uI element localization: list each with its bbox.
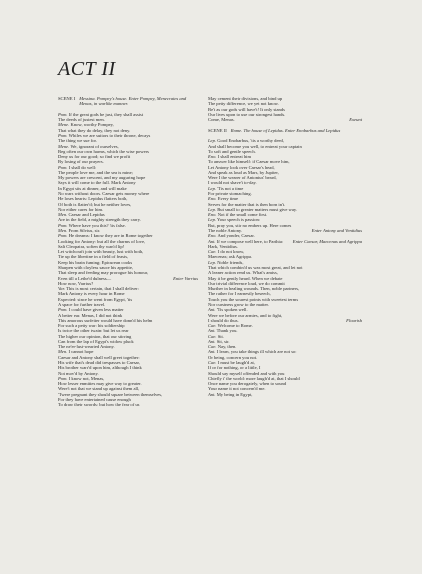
- line-text: Says it will come to the full. Mark Antony: [58, 180, 136, 186]
- line-text: Beg often our own harms, which the wise powers: [58, 148, 149, 154]
- line-text: We, ignorant of ourselves,: [70, 143, 119, 149]
- speaker-name: Cae.: [208, 333, 217, 339]
- line-text: I should do thus.: [208, 317, 239, 323]
- line-text: That sleep and feeding may prorogue his honour,: [58, 270, 149, 276]
- line-text: He loses hearts: Lepidus flatters both,: [58, 196, 128, 202]
- line-text: And yonder, Caesar.: [217, 233, 255, 239]
- line-text: Your speech is passion:: [217, 217, 261, 223]
- left-column: [58, 96, 198, 408]
- line-text: Can from the lap of Egypt's widow pluck: [58, 338, 134, 344]
- speaker-name: Lep.: [208, 185, 217, 191]
- line-text: To answer like himself: if Caesar move him,: [208, 159, 290, 165]
- line-text: But small to greater matters must give way.: [217, 206, 298, 212]
- line-text: 'Tis not a time: [217, 185, 244, 191]
- line-text: Or being, concern you not.: [208, 354, 258, 360]
- scene-setting: Messina. Pompey's house. Enter Pompey, Menecrates and Menas, in warlike manner.: [79, 96, 187, 107]
- speaker-name: Lep.: [208, 138, 217, 144]
- speaker-name: Ant.: [208, 238, 216, 244]
- line-text: I shall do well:: [68, 164, 97, 170]
- line-text: Whiles we are suitors to their throne, decays: [68, 132, 151, 138]
- line-text: I do not know,: [217, 249, 245, 255]
- scene-setting: Rome. The house of Lepidus. Enter Enobarbus and Lepidus: [230, 127, 341, 133]
- line-text: How now, Varrius?: [58, 280, 94, 286]
- line-text: And speak as loud as Mars, by Jupiter,: [208, 169, 279, 175]
- line-text: My being in Egypt,: [216, 391, 253, 397]
- line-text: Murther in healing wounds. Then, noble partners,: [208, 286, 300, 292]
- line-text: Were we before our armies, and to fight,: [208, 312, 283, 318]
- line-text: Nor either cares for him.: [58, 206, 104, 212]
- speaker-name: Pom.: [58, 233, 68, 239]
- line-text: The rather for I earnestly beseech,: [208, 291, 271, 297]
- line-text: For private stomaching.: [208, 191, 252, 197]
- speaker-name: Cae.: [208, 323, 217, 329]
- scene-heading: [58, 96, 198, 107]
- line-text: Expected: since he went from Egypt, 'tis: [58, 296, 133, 302]
- line-text: I could have given less matter: [68, 307, 124, 313]
- line-text: Not mov'd by Antony.: [58, 370, 99, 376]
- speaker-name: Ant.: [208, 307, 216, 313]
- line-text: And shall become you well, to entreat your captain: [208, 143, 302, 149]
- line-text: Every time: [217, 196, 239, 202]
- line-text: The people love me, and the sea is mine;: [58, 169, 133, 175]
- line-text: To soft and gentle speech.: [208, 148, 256, 154]
- speaker-name: Men.: [58, 349, 68, 355]
- scene-number: SCENE II: [208, 127, 227, 133]
- line-text: Let witchcraft join with beauty, lust with both,: [58, 249, 144, 255]
- line-text: No wars without doors. Caesar gets money where: [58, 191, 150, 197]
- line-text: My powers are crescent, and my auguring hope: [58, 175, 146, 181]
- stage-direction: Enter Caesar, Maecenas and Agrippa: [292, 238, 362, 244]
- line-text: From Silvius, sir.: [68, 228, 101, 234]
- line-text: He dreams: I know they are in Rome together: [68, 233, 153, 239]
- speaker-name: Pom.: [58, 307, 68, 313]
- line-text: The higher our opinion, that our stirring: [58, 333, 132, 339]
- line-text: Maecenas; ask Agrippa.: [208, 254, 253, 260]
- line-text: His brother warr'd upon him, although I think: [58, 365, 142, 371]
- line-text: By losing of our prayers.: [58, 159, 104, 165]
- line-text: I would not shave't to-day.: [208, 180, 257, 186]
- line-text: I must be laugh'd at,: [217, 360, 255, 366]
- line-text: Chiefly i' the world: more laugh'd at, that I should: [208, 375, 300, 381]
- line-text: Where have you this? 'tis false.: [68, 222, 126, 228]
- speaker-name: Var.: [58, 286, 66, 292]
- line-text: Once name you derogately, when to sound: [208, 381, 287, 387]
- line-text: The thing we sue for.: [58, 138, 97, 144]
- line-text: Sit, sir.: [216, 338, 230, 344]
- speaker-name: Eno.: [208, 196, 217, 202]
- speaker-name: Men.: [58, 228, 68, 234]
- line-text: His wife that's dead did trespasses to Caesar,: [58, 360, 141, 366]
- line-text: Salt Cleopatra, soften thy wan'd lip!: [58, 243, 125, 249]
- line-text: Is twice the other twain: but let us rear: [58, 328, 129, 334]
- verse-line: [58, 402, 198, 407]
- line-text: Noble friends,: [217, 259, 244, 265]
- speaker-name: Pom.: [58, 111, 68, 117]
- scene-heading: [208, 128, 362, 133]
- line-text: Your name it not concern'd me.: [208, 386, 266, 392]
- line-text: To draw their swords: but how the fear of us: [58, 402, 140, 408]
- line-text: Welcome to Rome.: [217, 323, 253, 329]
- speaker-name: Ant.: [208, 328, 216, 334]
- line-text: If the great gods be just, they shall assist: [68, 111, 144, 117]
- line-text: Nay, then.: [217, 344, 237, 350]
- line-text: How lesser enmities may give way to greater.: [58, 381, 142, 387]
- line-text: Thank you.: [216, 328, 238, 334]
- line-text: Were't not that we stand up against them all,: [58, 386, 140, 392]
- stage-direction: Flourish: [346, 317, 362, 323]
- speaker-name: Pom.: [58, 164, 68, 170]
- line-text: Deny us for our good; so find we profit: [58, 154, 131, 160]
- speaker-name: Lep.: [208, 259, 217, 265]
- speaker-name: Pom.: [58, 375, 68, 381]
- line-text: Be't as our gods will have't! It only stands: [208, 106, 285, 112]
- speaker-name: Eno.: [208, 212, 217, 218]
- line-text: Are in the field, a mighty strength they carry.: [58, 217, 141, 223]
- line-text: For such a petty war: his soldiership: [58, 323, 125, 329]
- verse-line: [208, 392, 362, 397]
- stage-direction: Enter Varrius: [173, 275, 198, 281]
- line-text: May cement their divisions, and bind up: [208, 96, 283, 101]
- speaker-name: Ant.: [208, 349, 216, 355]
- line-text: Looking for Antony: but all the charms of love,: [58, 238, 146, 244]
- line-text: A better ear. Menas, I did not think: [58, 312, 123, 318]
- speaker-name: Ant.: [208, 338, 216, 344]
- right-column: [208, 96, 362, 397]
- line-text: A space for further travel.: [58, 301, 106, 307]
- line-text: A leaner action rend us. What's amiss,: [208, 270, 278, 276]
- line-text: This is most certain, that I shall deliver:: [66, 286, 140, 292]
- line-text: Should say myself offended and with you: [208, 370, 285, 376]
- speaker-name: Eno.: [208, 154, 217, 160]
- line-text: Come, Menas.: [208, 117, 235, 123]
- line-text: The noble Antony.: [208, 228, 243, 233]
- line-text: But, pray you, stir no embers up. Here comes: [208, 222, 292, 228]
- line-text: I shall entreat him: [217, 154, 252, 160]
- speaker-name: Ant.: [208, 391, 216, 397]
- line-text: Good Enobarbus, 'tis a worthy deed,: [217, 138, 284, 144]
- speaker-name: Cae.: [208, 249, 217, 255]
- line-text: Let Antony look over Caesar's head,: [208, 164, 275, 170]
- speaker-name: Pom.: [58, 222, 68, 228]
- line-text: 'Twere pregnant they should square between themselves,: [58, 391, 163, 397]
- stage-direction: Exeunt: [349, 117, 362, 123]
- line-text: May it be gently heard. When we debate: [208, 275, 283, 281]
- line-text: 'Tis spoken well.: [216, 307, 248, 313]
- line-text: I know not, Menas,: [68, 375, 105, 381]
- speaker-name: Lep.: [208, 217, 217, 223]
- speaker-name: Mene.: [58, 122, 70, 128]
- line-text: If we compose well here, to Parthia:: [216, 238, 284, 244]
- speaker-name: Mene.: [58, 143, 70, 149]
- line-text: That which combin'd us was most great, and let not: [208, 264, 303, 270]
- line-text: Sit.: [217, 333, 224, 339]
- speaker-name: Lep.: [208, 206, 217, 212]
- line-text: Serves for the matter that is then born in't.: [208, 201, 286, 207]
- line-text: Caesar and Lepidus: [68, 212, 105, 218]
- line-text: Were I the wearer of Antonius' beard,: [208, 175, 277, 181]
- line-text: Know, worthy Pompey,: [70, 122, 114, 128]
- line-text: Our lives upon to use our strongest hands.: [208, 111, 286, 117]
- stage-direction: Enter Antony and Ventidius: [311, 228, 362, 233]
- speaker-name: Cae.: [208, 360, 217, 366]
- line-text: In Egypt sits at dinner, and will make: [58, 185, 127, 191]
- line-text: Even till a Lethe'd dulness—: [58, 275, 112, 281]
- line-text: I learn, you take things ill which are not so:: [216, 349, 297, 355]
- line-text: Hark, Ventidius.: [208, 243, 238, 249]
- line-text: For they have entertained cause enough: [58, 397, 131, 403]
- line-text: Nor curstness grow to the matter.: [208, 301, 269, 307]
- line-text: This amorous surfeiter would have donn'd his helm: [58, 317, 153, 323]
- speaker-name: Cae.: [208, 344, 217, 350]
- scene-number: SCENE I: [58, 96, 76, 101]
- line-text: Of both is flatter'd; but he neither loves,: [58, 201, 132, 207]
- line-text: The ne'er-lust-wearied Antony.: [58, 344, 115, 350]
- speaker-name: Eno.: [208, 233, 217, 239]
- line-text: The deeds of justest men.: [58, 117, 105, 123]
- line-text: Sharpen with cloyless sauce his appetite,: [58, 264, 134, 270]
- line-text: Not if the small come first.: [217, 212, 268, 218]
- line-text: I cannot hope: [68, 349, 94, 355]
- speaker-name: Pom.: [58, 132, 68, 138]
- act-title: ACT II: [58, 58, 116, 80]
- line-text: Touch you the sourest points with sweetest terms: [208, 296, 299, 302]
- speaker-name: Men.: [58, 212, 68, 218]
- line-text: The petty difference, we yet not know.: [208, 101, 279, 107]
- line-text: Caesar and Antony shall well greet together:: [58, 354, 140, 360]
- line-text: Mark Antony is every hour in Rome: [58, 291, 125, 297]
- line-text: Tie up the libertine in a field of feasts,: [58, 254, 129, 260]
- line-text: Our trivial difference loud, we do commit: [208, 280, 285, 286]
- line-text: Keep his brain fuming; Epicurean cooks: [58, 259, 133, 265]
- line-text: If or for nothing, or a little, I: [208, 365, 261, 371]
- line-text: That what they do delay, they not deny.: [58, 127, 131, 133]
